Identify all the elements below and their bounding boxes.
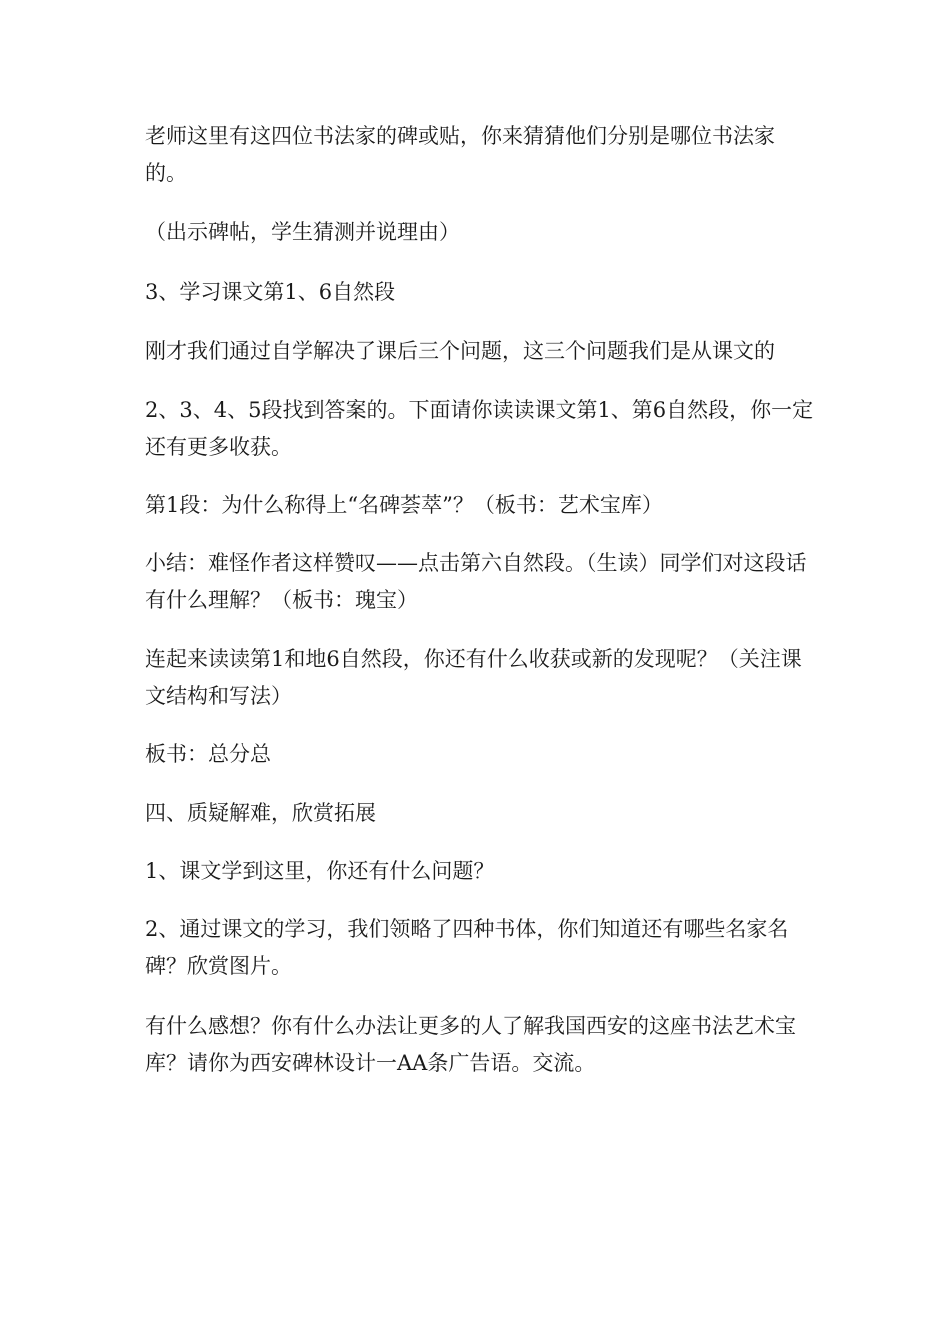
paragraph-read-together: 连起来读读第1和地6自然段，你还有什么收获或新的发现呢？（关注课文结构和写法） (145, 647, 802, 708)
paragraph-show-steles: （出示碑帖，学生猜测并说理由） (145, 220, 460, 244)
paragraph-self-study-intro: 刚才我们通过自学解决了课后三个问题，这三个问题我们是从课文的 (145, 339, 775, 363)
paragraph-section-3-heading: 3、学习课文第1、6自然段 (145, 280, 396, 304)
paragraph-question-1: 1、课文学到这里，你还有什么问题？ (145, 859, 495, 883)
paragraph-section-1-question: 第1段：为什么称得上“名碑荟萃”？（板书：艺术宝库） (145, 493, 663, 517)
paragraph-summary: 小结：难怪作者这样赞叹——点击第六自然段。（生读）同学们对这段话有什么理解？（板书：瑰宝） (145, 551, 807, 612)
paragraph-calligraphy-guess: 老师这里有这四位书法家的碑或贴，你来猜猜他们分别是哪位书法家的。 (145, 124, 775, 185)
paragraph-section-4-heading: 四、质疑解难，欣赏拓展 (145, 801, 376, 825)
paragraph-read-sections: 2、3、4、5段找到答案的。下面请你读读课文第1、第6自然段，你一定还有更多收获。 (145, 398, 814, 459)
paragraph-question-2: 2、通过课文的学习，我们领略了四种书体，你们知道还有哪些名家名碑？欣赏图片。 (145, 917, 789, 978)
paragraph-reflection: 有什么感想？你有什么办法让更多的人了解我国西安的这座书法艺术宝库？请你为西安碑林设计一AA条广告语。交流。 (145, 1014, 796, 1075)
paragraph-board-structure: 板书：总分总 (145, 742, 271, 766)
